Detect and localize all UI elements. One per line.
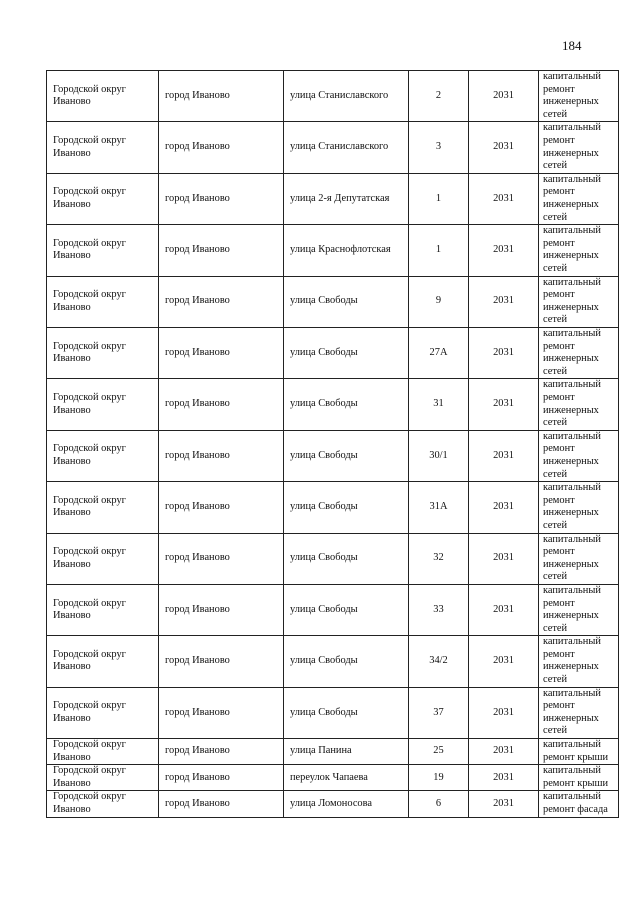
year-cell: 2031: [469, 687, 539, 738]
city-cell: город Иваново: [159, 327, 284, 378]
year-cell: 2031: [469, 636, 539, 687]
city-cell: город Иваново: [159, 584, 284, 635]
table-row: [47, 636, 619, 687]
house-number-cell: 34/2: [409, 636, 469, 687]
city-cell: город Иваново: [159, 765, 284, 791]
year-cell: 2031: [469, 739, 539, 765]
table-row: [47, 584, 619, 635]
district-cell: Городской округ Иваново: [47, 765, 159, 791]
year-cell: 2031: [469, 584, 539, 635]
work-type-cell: капитальный ремонт крыши: [539, 739, 619, 765]
table-row: [47, 276, 619, 327]
page-number: 184: [562, 38, 582, 53]
street-cell: улица Панина: [284, 739, 409, 765]
work-type-cell: капитальный ремонт инженерных сетей: [539, 482, 619, 533]
table-row: [47, 739, 619, 765]
work-type-cell: капитальный ремонт инженерных сетей: [539, 430, 619, 481]
table-row: [47, 379, 619, 430]
street-cell: улица Свободы: [284, 584, 409, 635]
district-cell: Городской округ Иваново: [47, 482, 159, 533]
table-row: [47, 225, 619, 276]
street-cell: улица Станиславского: [284, 122, 409, 173]
street-cell: переулок Чапаева: [284, 765, 409, 791]
table-row: [47, 687, 619, 738]
house-number-cell: 33: [409, 584, 469, 635]
work-type-cell: капитальный ремонт инженерных сетей: [539, 122, 619, 173]
table-row: [47, 791, 619, 817]
district-cell: Городской округ Иваново: [47, 739, 159, 765]
city-cell: город Иваново: [159, 430, 284, 481]
work-type-cell: капитальный ремонт инженерных сетей: [539, 225, 619, 276]
district-cell: Городской округ Иваново: [47, 584, 159, 635]
district-cell: Городской округ Иваново: [47, 71, 159, 122]
house-number-cell: 9: [409, 276, 469, 327]
district-cell: Городской округ Иваново: [47, 122, 159, 173]
table-row: [47, 765, 619, 791]
district-cell: Городской округ Иваново: [47, 225, 159, 276]
district-cell: Городской округ Иваново: [47, 379, 159, 430]
work-type-cell: капитальный ремонт инженерных сетей: [539, 687, 619, 738]
house-number-cell: 32: [409, 533, 469, 584]
year-cell: 2031: [469, 173, 539, 224]
year-cell: 2031: [469, 482, 539, 533]
year-cell: 2031: [469, 533, 539, 584]
street-cell: улица Свободы: [284, 379, 409, 430]
city-cell: город Иваново: [159, 533, 284, 584]
street-cell: улица Станиславского: [284, 71, 409, 122]
district-cell: Городской округ Иваново: [47, 430, 159, 481]
city-cell: город Иваново: [159, 791, 284, 817]
house-number-cell: 1: [409, 225, 469, 276]
year-cell: 2031: [469, 765, 539, 791]
work-type-cell: капитальный ремонт инженерных сетей: [539, 327, 619, 378]
district-cell: Городской округ Иваново: [47, 327, 159, 378]
work-type-cell: капитальный ремонт инженерных сетей: [539, 173, 619, 224]
house-number-cell: 31А: [409, 482, 469, 533]
year-cell: 2031: [469, 327, 539, 378]
table-row: [47, 122, 619, 173]
district-cell: Городской округ Иваново: [47, 791, 159, 817]
street-cell: улица Ломоносова: [284, 791, 409, 817]
street-cell: улица Свободы: [284, 482, 409, 533]
city-cell: город Иваново: [159, 276, 284, 327]
street-cell: улица Свободы: [284, 327, 409, 378]
house-number-cell: 31: [409, 379, 469, 430]
district-cell: Городской округ Иваново: [47, 687, 159, 738]
work-type-cell: капитальный ремонт инженерных сетей: [539, 584, 619, 635]
street-cell: улица Краснофлотская: [284, 225, 409, 276]
table-row: [47, 533, 619, 584]
street-cell: улица Свободы: [284, 276, 409, 327]
house-number-cell: 30/1: [409, 430, 469, 481]
street-cell: улица Свободы: [284, 687, 409, 738]
year-cell: 2031: [469, 276, 539, 327]
house-number-cell: 27А: [409, 327, 469, 378]
year-cell: 2031: [469, 225, 539, 276]
work-type-cell: капитальный ремонт инженерных сетей: [539, 379, 619, 430]
table-row: [47, 327, 619, 378]
year-cell: 2031: [469, 379, 539, 430]
year-cell: 2031: [469, 430, 539, 481]
work-type-cell: капитальный ремонт инженерных сетей: [539, 276, 619, 327]
district-cell: Городской округ Иваново: [47, 533, 159, 584]
street-cell: улица Свободы: [284, 533, 409, 584]
house-number-cell: 19: [409, 765, 469, 791]
district-cell: Городской округ Иваново: [47, 636, 159, 687]
street-cell: улица 2-я Депутатская: [284, 173, 409, 224]
year-cell: 2031: [469, 791, 539, 817]
house-number-cell: 3: [409, 122, 469, 173]
table-row: [47, 71, 619, 122]
house-number-cell: 37: [409, 687, 469, 738]
city-cell: город Иваново: [159, 687, 284, 738]
city-cell: город Иваново: [159, 225, 284, 276]
work-type-cell: капитальный ремонт инженерных сетей: [539, 636, 619, 687]
city-cell: город Иваново: [159, 122, 284, 173]
house-number-cell: 6: [409, 791, 469, 817]
table-row: [47, 173, 619, 224]
city-cell: город Иваново: [159, 636, 284, 687]
work-type-cell: капитальный ремонт фасада: [539, 791, 619, 817]
table-row: [47, 482, 619, 533]
work-type-cell: капитальный ремонт инженерных сетей: [539, 533, 619, 584]
house-number-cell: 2: [409, 71, 469, 122]
work-type-cell: капитальный ремонт крыши: [539, 765, 619, 791]
work-type-cell: капитальный ремонт инженерных сетей: [539, 71, 619, 122]
city-cell: город Иваново: [159, 482, 284, 533]
district-cell: Городской округ Иваново: [47, 173, 159, 224]
table-body: [47, 71, 619, 818]
city-cell: город Иваново: [159, 71, 284, 122]
street-cell: улица Свободы: [284, 430, 409, 481]
house-number-cell: 1: [409, 173, 469, 224]
city-cell: город Иваново: [159, 173, 284, 224]
district-cell: Городской округ Иваново: [47, 276, 159, 327]
city-cell: город Иваново: [159, 379, 284, 430]
city-cell: город Иваново: [159, 739, 284, 765]
year-cell: 2031: [469, 71, 539, 122]
table-row: [47, 430, 619, 481]
street-cell: улица Свободы: [284, 636, 409, 687]
repair-schedule-table: [46, 70, 619, 818]
house-number-cell: 25: [409, 739, 469, 765]
year-cell: 2031: [469, 122, 539, 173]
